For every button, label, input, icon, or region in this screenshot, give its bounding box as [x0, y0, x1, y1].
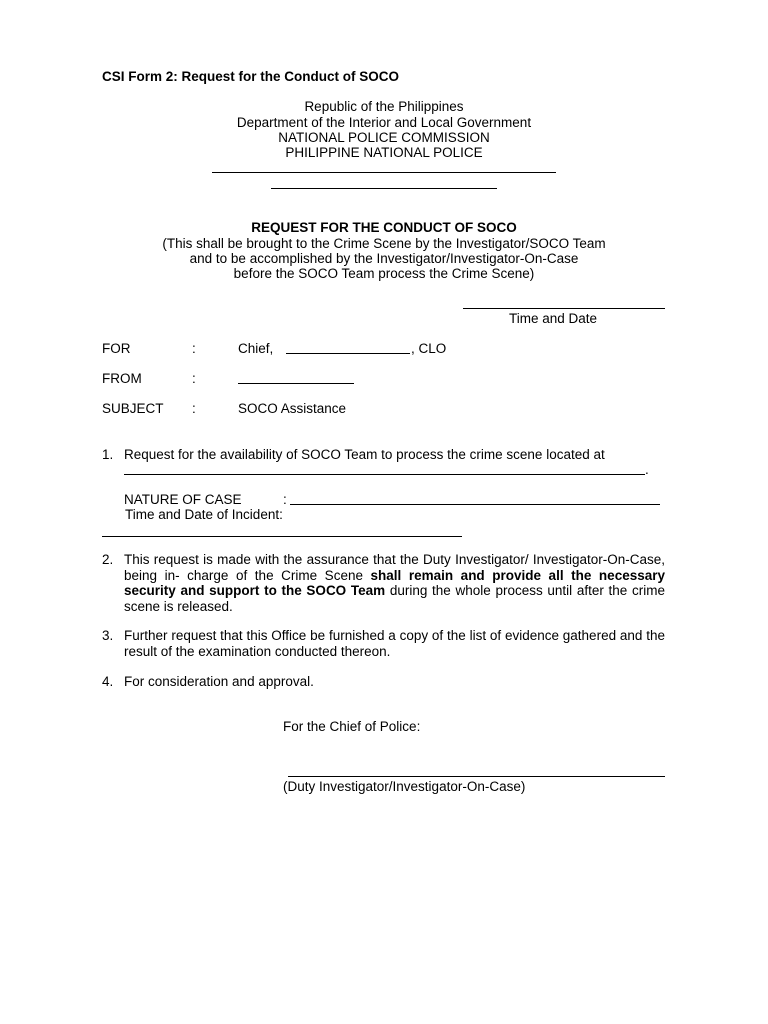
office-line-2[interactable] — [271, 188, 497, 189]
nature-of-case-colon: : — [283, 492, 287, 507]
from-field[interactable] — [238, 383, 354, 384]
for-label: FOR — [102, 341, 131, 356]
request-title: REQUEST FOR THE CONDUCT OF SOCO — [251, 220, 517, 235]
from-label: FROM — [102, 371, 142, 386]
subject-label: SUBJECT — [102, 401, 164, 416]
for-chief-field[interactable] — [286, 353, 410, 354]
nature-of-case-label: NATURE OF CASE — [124, 492, 242, 507]
header-pnp: PHILIPPINE NATIONAL POLICE — [285, 145, 483, 160]
item-4-text: For consideration and approval. — [124, 674, 314, 689]
form-title: CSI Form 2: Request for the Conduct of SOCO — [102, 69, 400, 84]
from-colon: : — [192, 371, 196, 386]
header-republic: Republic of the Philippines — [304, 99, 464, 114]
item-1-period: . — [645, 462, 649, 477]
crime-scene-location-field[interactable] — [124, 474, 645, 475]
subject-colon: : — [192, 401, 196, 416]
item-2-text-bold: shall remain and provide all the necessary security and support to the SOCO Team — [124, 567, 665, 598]
signer-title: (Duty Investigator/Investigator-On-Case) — [283, 779, 526, 794]
request-subtitle-1: (This shall be brought to the Crime Scene by the Investigator/SOCO Team — [162, 236, 606, 251]
item-2-text-a: This request is made with the assurance that the Duty Investigator/ Investigator-On-Case, being in- charge of the Crime Scene — [124, 552, 665, 583]
for-colon: : — [192, 341, 196, 356]
header-dilg: Department of the Interior and Local Government — [236, 115, 532, 130]
item-2-text — [124, 552, 665, 614]
for-clo-suffix: , CLO — [411, 341, 447, 356]
request-subtitle-2: and to be accomplished by the Investigator/Investigator-On-Case — [189, 251, 579, 266]
incident-time-date-label: Time and Date of Incident: — [125, 507, 283, 522]
incident-time-date-field[interactable] — [102, 536, 462, 537]
for-chief-of-police-label: For the Chief of Police: — [283, 719, 421, 734]
item-3-text: Further request that this Office be furnished a copy of the list of evidence gathered and the result of the examination conducted thereon. — [124, 628, 665, 659]
subject-value: SOCO Assistance — [238, 401, 347, 416]
header-napolcom: NATIONAL POLICE COMMISSION — [278, 130, 490, 145]
signature-field[interactable] — [288, 776, 665, 777]
time-and-date-field[interactable] — [463, 308, 665, 309]
office-line-1[interactable] — [212, 172, 556, 173]
item-2-text-b: during the whole process until after the crime scene is released. — [124, 583, 665, 614]
item-4-number: 4. — [102, 674, 114, 689]
nature-of-case-field[interactable] — [290, 504, 660, 505]
request-subtitle-3: before the SOCO Team process the Crime Scene) — [233, 266, 535, 281]
item-2-number: 2. — [102, 552, 114, 567]
time-and-date-label: Time and Date — [509, 311, 598, 326]
item-1-number: 1. — [102, 447, 114, 462]
item-1-text: Request for the availability of SOCO Team to process the crime scene located at — [124, 447, 605, 462]
for-chief-prefix: Chief, — [238, 341, 274, 356]
item-3-number: 3. — [102, 628, 114, 643]
